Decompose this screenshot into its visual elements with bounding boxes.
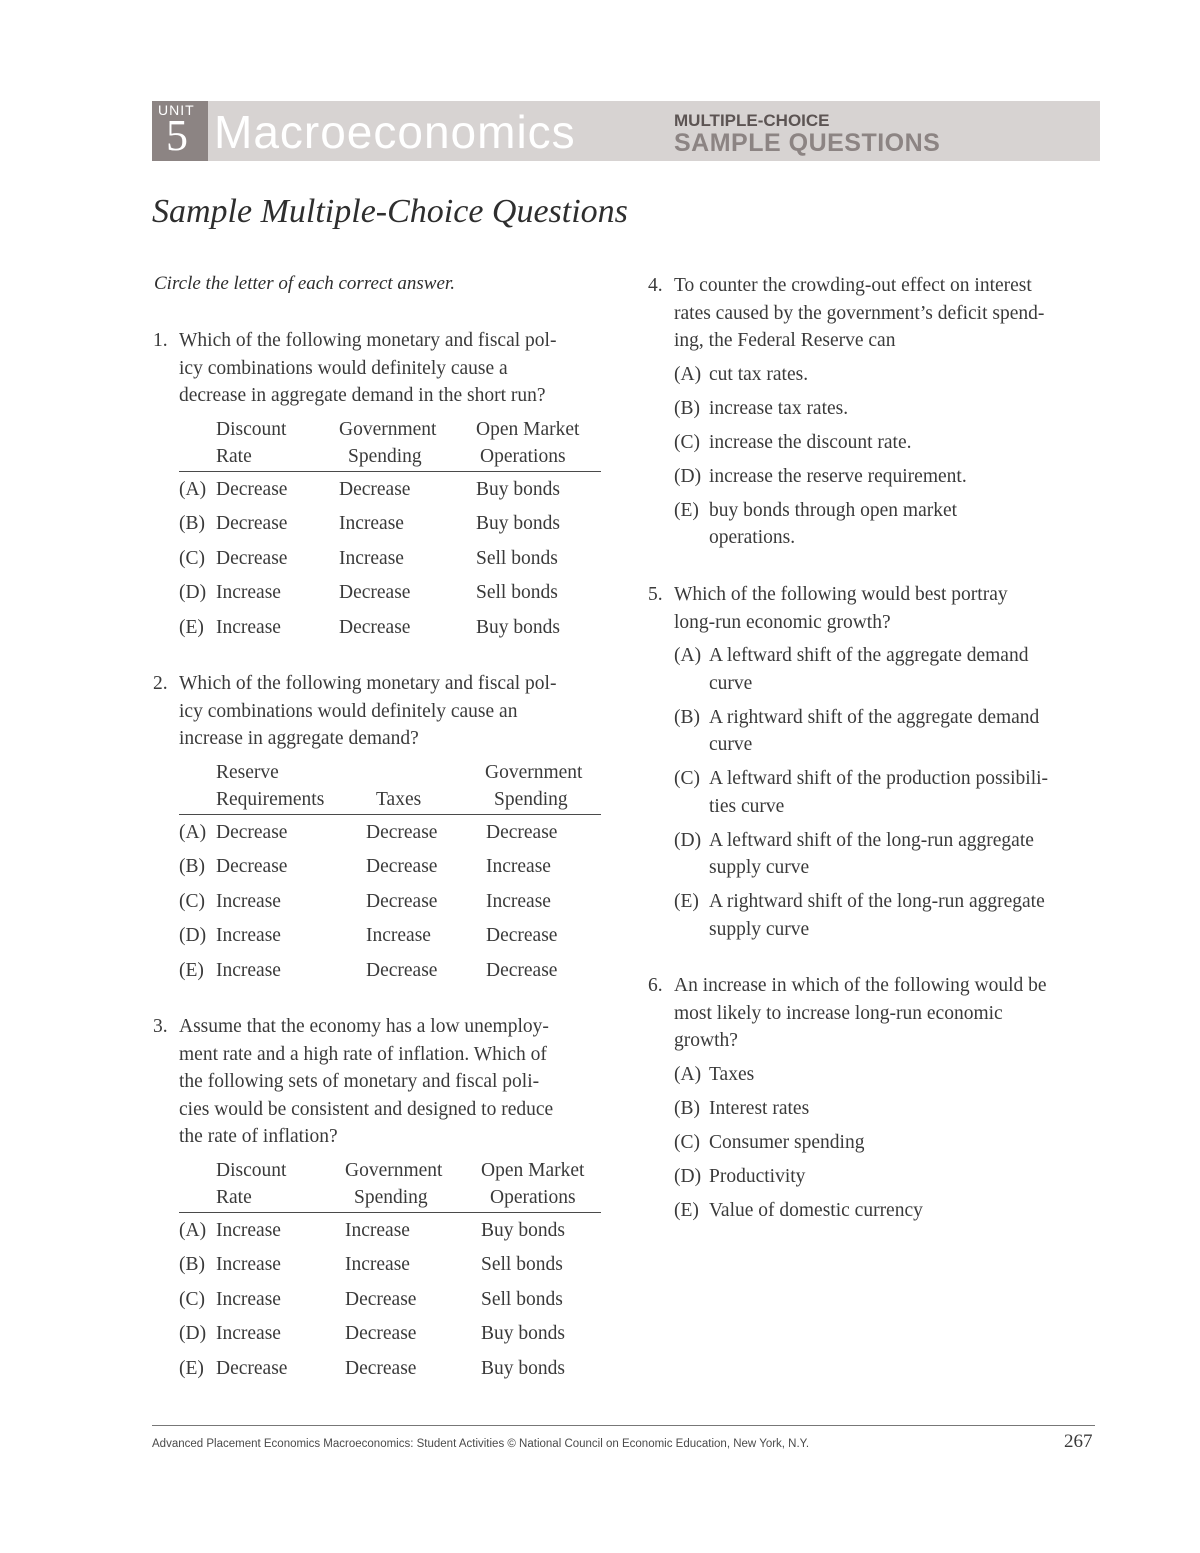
stem-line: the following sets of monetary and fiscal poli- (179, 1071, 540, 1092)
instructions: Circle the letter of each correct answer. (154, 273, 455, 294)
answer-choice[interactable]: (D) increase the reserve requirement. (674, 465, 967, 487)
question-number: 4. (648, 275, 663, 296)
stem-line: To counter the crowding-out effect on interest (674, 275, 1032, 296)
answer-choice[interactable]: (A) A leftward shift of the aggregate demand curve (674, 645, 1029, 694)
stem-line: growth? (674, 1030, 738, 1051)
answer-choice[interactable]: (B) increase tax rates. (674, 397, 849, 419)
answer-choice[interactable]: (D) A leftward shift of the long-run aggregate supply curve (674, 829, 1034, 878)
table-row: (A) Increase Increase Buy bonds (179, 1219, 565, 1241)
stem-line: icy combinations would definitely cause an (179, 700, 518, 722)
stem-line: Which of the following monetary and fiscal pol- (179, 330, 557, 351)
answer-choice[interactable]: (B) Interest rates (674, 1097, 810, 1119)
stem-line: decrease in aggregate demand in the short run? (179, 385, 546, 406)
column-header: Government Spending (485, 761, 583, 810)
question-number: 3. (153, 1016, 168, 1037)
policy-table (153, 1157, 601, 1386)
question-2 (153, 670, 613, 987)
question-stem (153, 327, 613, 410)
answer-choice[interactable]: (E) Value of domestic currency (674, 1199, 923, 1221)
question-6 (648, 972, 1098, 1231)
unit-label: UNIT (158, 102, 195, 118)
unit-title: Macroeconomics (214, 106, 576, 158)
question-number: 2. (153, 673, 168, 694)
stem-line: Which of the following monetary and fiscal pol- (179, 673, 557, 694)
unit-badge (152, 101, 208, 161)
stem-line: icy combinations would definitely cause a (179, 357, 508, 379)
table-row: (B) Decrease Increase Buy bonds (179, 513, 560, 534)
table-header (179, 759, 601, 815)
question-stem (153, 1013, 613, 1151)
answer-choice[interactable]: (A) Taxes (674, 1063, 755, 1085)
policy-table (153, 416, 601, 645)
answer-choice[interactable]: (C) A leftward shift of the production possibili- ties curve (674, 768, 1049, 817)
answer-choice[interactable]: (A) cut tax rates. (674, 363, 809, 385)
unit-number: 5 (166, 111, 188, 160)
answer-choice[interactable]: (E) A rightward shift of the long-run aggregate supply curve (674, 891, 1045, 940)
table-row: (C) Decrease Increase Sell bonds (179, 547, 558, 569)
stem-line: most likely to increase long-run economic (674, 1002, 1003, 1024)
question-1 (153, 327, 613, 644)
stem-line: rates caused by the government’s deficit spend- (674, 302, 1045, 324)
table-row: (E) Increase Decrease Buy bonds (179, 616, 560, 638)
stem-line: An increase in which of the following would be (674, 975, 1047, 996)
table-row: (C) Increase Decrease Increase (179, 890, 551, 912)
question-stem (648, 972, 1098, 1055)
stem-line: ing, the Federal Reserve can (674, 330, 896, 351)
policy-table (153, 759, 601, 988)
question-number: 6. (648, 975, 663, 996)
question-number: 1. (153, 330, 168, 351)
question-5 (648, 581, 1098, 950)
table-row: (D) Increase Increase Decrease (179, 925, 558, 946)
stem-line: the rate of inflation? (179, 1126, 338, 1147)
stem-line: Which of the following would best portray (674, 584, 1008, 605)
answer-choices (648, 1061, 1098, 1225)
table-row: (A) Decrease Decrease Decrease (179, 821, 558, 843)
question-stem (153, 670, 613, 753)
question-3 (153, 1013, 613, 1385)
page-number: 267 (1064, 1431, 1093, 1452)
column-header: Government Spending (339, 418, 437, 467)
question-number: 5. (648, 584, 663, 605)
column-header: Open Market Operations (481, 1159, 585, 1208)
stem-line: ment rate and a high rate of inflation. Which of (179, 1043, 547, 1065)
question-stem (648, 581, 1098, 636)
answer-choices (648, 361, 1098, 552)
answer-choice[interactable]: (D) Productivity (674, 1165, 806, 1187)
table-header (179, 1157, 601, 1213)
answer-choice[interactable]: (E) buy bonds through open market operations. (674, 499, 958, 548)
footer-citation: Advanced Placement Economics Macroeconomics: Student Activities © National Council on Economic Education, New York, N.Y. (152, 1438, 810, 1450)
answer-choice[interactable]: (C) increase the discount rate. (674, 431, 912, 453)
column-header: Open Market Operations (476, 418, 580, 467)
table-row: (E) Decrease Decrease Buy bonds (179, 1357, 565, 1379)
column-header: Discount Rate (216, 1159, 287, 1208)
answer-choice[interactable]: (B) A rightward shift of the aggregate demand curve (674, 706, 1040, 755)
table-row: (B) Decrease Decrease Increase (179, 856, 551, 877)
table-row: (A) Decrease Decrease Buy bonds (179, 478, 560, 500)
stem-line: Assume that the economy has a low unemploy- (179, 1016, 549, 1037)
section-label-bottom: SAMPLE QUESTIONS (674, 129, 941, 157)
column-header: Government Spending (345, 1159, 443, 1208)
table-row: (E) Increase Decrease Decrease (179, 959, 558, 981)
table-row: (B) Increase Increase Sell bonds (179, 1254, 563, 1275)
stem-line: increase in aggregate demand? (179, 728, 419, 749)
table-header (179, 416, 601, 472)
stem-line: cies would be consistent and designed to reduce (179, 1098, 554, 1120)
page-title: Sample Multiple-Choice Questions (152, 193, 628, 230)
stem-line: long-run economic growth? (674, 611, 891, 633)
column-header: Taxes (376, 789, 422, 810)
column-header: Discount Rate (216, 418, 287, 467)
question-4 (648, 272, 1098, 558)
double-chevron-right-icon (978, 102, 1018, 160)
column-header: Reserve Requirements (216, 761, 325, 810)
question-stem (648, 272, 1098, 355)
footer-divider (152, 1425, 1095, 1426)
answer-choices (648, 642, 1098, 943)
table-row: (D) Increase Decrease Sell bonds (179, 582, 558, 603)
table-row: (C) Increase Decrease Sell bonds (179, 1288, 563, 1310)
answer-choice[interactable]: (C) Consumer spending (674, 1131, 865, 1153)
table-row: (D) Increase Decrease Buy bonds (179, 1323, 565, 1344)
section-label-top: MULTIPLE-CHOICE (674, 111, 830, 130)
